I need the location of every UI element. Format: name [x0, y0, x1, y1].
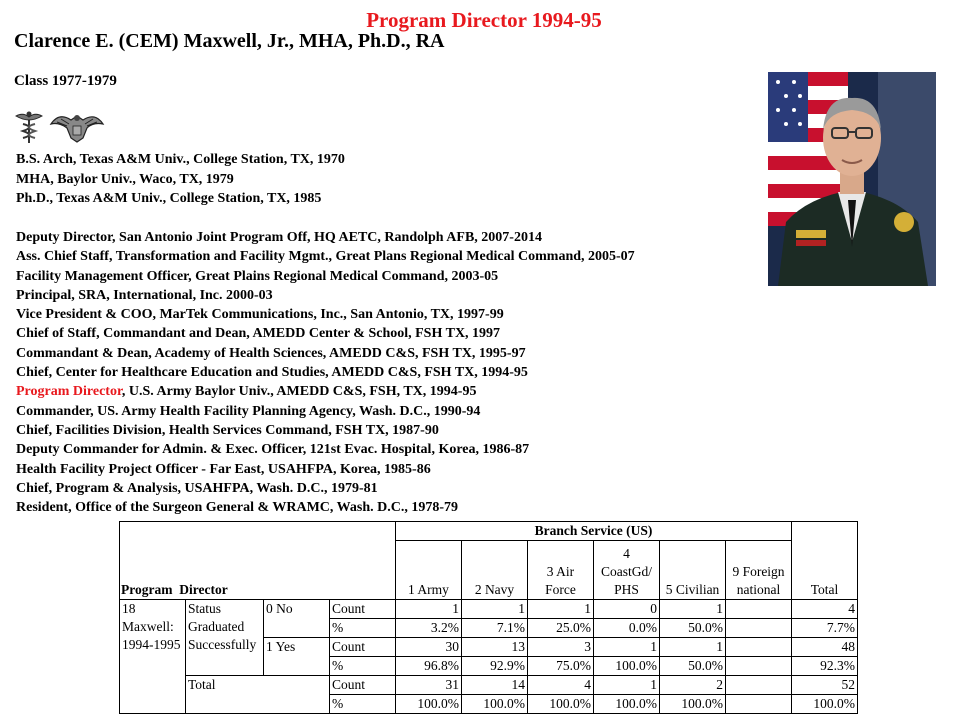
- stat-label: %: [330, 695, 396, 714]
- table-cell: 3.2%: [396, 619, 462, 638]
- column-header: 9 Foreign national: [726, 541, 792, 600]
- table-cell: 0: [594, 600, 660, 619]
- table-row: [120, 676, 858, 695]
- group-label: 1 Yes: [264, 638, 330, 676]
- table-cell: 100.0%: [660, 695, 726, 714]
- stat-label: %: [330, 619, 396, 638]
- table-cell: 1: [594, 638, 660, 657]
- row-header-cell: [120, 522, 396, 600]
- table-row: [120, 600, 858, 619]
- table-cell: [726, 695, 792, 714]
- table-cell: [726, 657, 792, 676]
- column-header: 2 Navy: [462, 541, 528, 600]
- column-header: 3 Air Force: [528, 541, 594, 600]
- table-cell: 4: [528, 676, 594, 695]
- stat-label: Count: [330, 676, 396, 695]
- career-item-highlighted: Program Director, U.S. Army Baylor Univ., AMEDD C&S, FSH, TX, 1994-95: [16, 384, 477, 400]
- table-cell: 75.0%: [528, 657, 594, 676]
- table-cell: 48: [792, 638, 858, 657]
- career-item: Commander, US. Army Health Facility Planning Agency, Wash. D.C., 1990-94: [16, 403, 481, 419]
- table-cell: 1: [396, 600, 462, 619]
- career-item: Ass. Chief Staff, Transformation and Facility Mgmt., Great Plans Regional Medical Command, 2005-07: [16, 249, 635, 265]
- table-cell: 100.0%: [594, 695, 660, 714]
- slide-title: Program Director 1994-95: [366, 8, 602, 32]
- eagle-icon: [51, 115, 103, 142]
- table-cell: 2: [660, 676, 726, 695]
- row-header-director: Director: [179, 582, 228, 597]
- table-cell: 52: [792, 676, 858, 695]
- person-name: Clarence E. (CEM) Maxwell, Jr., MHA, Ph.D., RA: [14, 30, 445, 52]
- table-cell: 100.0%: [462, 695, 528, 714]
- stat-label: Count: [330, 600, 396, 619]
- table-cell: [726, 619, 792, 638]
- table-cell: 0.0%: [594, 619, 660, 638]
- table-cell: 92.9%: [462, 657, 528, 676]
- career-item: Deputy Commander for Admin. & Exec. Officer, 121st Evac. Hospital, Korea, 1986-87: [16, 442, 530, 458]
- degree-item: Ph.D., Texas A&M Univ., College Station, TX, 1985: [16, 191, 322, 206]
- graduation-stats-table: [119, 521, 858, 714]
- table-cell: 3: [528, 638, 594, 657]
- table-cell: [726, 676, 792, 695]
- degree-item: B.S. Arch, Texas A&M Univ., College Station, TX, 1970: [16, 152, 345, 167]
- table-cell: 100.0%: [396, 695, 462, 714]
- career-item: Chief, Program & Analysis, USAHFPA, Wash. D.C., 1979-81: [16, 480, 378, 496]
- career-item: Health Facility Project Officer - Far East, USAHFPA, Korea, 1985-86: [16, 461, 431, 477]
- table-cell: 4: [792, 600, 858, 619]
- career-list: [16, 228, 635, 517]
- table-cell: 7.1%: [462, 619, 528, 638]
- status-label: Status Graduated Successfully: [186, 600, 264, 676]
- table-cell: 50.0%: [660, 619, 726, 638]
- column-header: 4 CoastGd/ PHS: [594, 541, 660, 600]
- table-cell: 1: [462, 600, 528, 619]
- table-cell: [726, 638, 792, 657]
- table-cell: 100.0%: [792, 695, 858, 714]
- column-header: 1 Army: [396, 541, 462, 600]
- row-header-program: Program: [121, 582, 173, 597]
- group-label: 0 No: [264, 600, 330, 638]
- career-item: Chief, Facilities Division, Health Services Command, FSH TX, 1987-90: [16, 422, 439, 438]
- table-cell: 13: [462, 638, 528, 657]
- column-header: Total: [792, 522, 858, 600]
- table-cell: 1: [528, 600, 594, 619]
- table-cell: 14: [462, 676, 528, 695]
- column-header: 5 Civilian: [660, 541, 726, 600]
- career-item: Facility Management Officer, Great Plains Regional Medical Command, 2003-05: [16, 268, 499, 284]
- table-cell: 50.0%: [660, 657, 726, 676]
- stat-label: %: [330, 657, 396, 676]
- career-highlight: Program Director: [16, 384, 122, 400]
- table-cell: 25.0%: [528, 619, 594, 638]
- table-cell: 1: [660, 600, 726, 619]
- table-cell: 100.0%: [528, 695, 594, 714]
- table-cell: 30: [396, 638, 462, 657]
- stat-label: Count: [330, 638, 396, 657]
- career-item: Chief, Center for Healthcare Education and Studies, AMEDD C&S, FSH TX, 1994-95: [16, 365, 528, 381]
- table-cell: 92.3%: [792, 657, 858, 676]
- career-item: Chief of Staff, Commandant and Dean, AMEDD Center & School, FSH TX, 1997: [16, 326, 501, 342]
- class-years: Class 1977-1979: [14, 73, 117, 89]
- program-cell: 18 Maxwell: 1994-1995: [120, 600, 186, 714]
- degree-item: MHA, Baylor Univ., Waco, TX, 1979: [16, 171, 234, 187]
- table-cell: 96.8%: [396, 657, 462, 676]
- rank-insignia-icon: [13, 108, 105, 146]
- caduceus-icon: [16, 112, 42, 144]
- table-cell: [726, 600, 792, 619]
- portrait-photo: [768, 72, 936, 286]
- table-cell: 31: [396, 676, 462, 695]
- table-cell: 100.0%: [594, 657, 660, 676]
- career-item: Commandant & Dean, Academy of Health Sciences, AMEDD C&S, FSH TX, 1995-97: [16, 345, 526, 361]
- total-label: Total: [186, 676, 330, 714]
- degrees-list: [16, 150, 345, 209]
- table-cell: 7.7%: [792, 619, 858, 638]
- table-cell: 1: [594, 676, 660, 695]
- table-cell: 1: [660, 638, 726, 657]
- career-item: Vice President & COO, MarTek Communications, Inc., San Antonio, TX, 1997-99: [16, 307, 504, 323]
- career-item: Resident, Office of the Surgeon General & WRAMC, Wash. D.C., 1978-79: [16, 500, 459, 516]
- career-item: Principal, SRA, International, Inc. 2000-03: [16, 287, 273, 303]
- career-item: Deputy Director, San Antonio Joint Program Off, HQ AETC, Randolph AFB, 2007-2014: [16, 230, 542, 245]
- group-header: Branch Service (US): [396, 522, 792, 541]
